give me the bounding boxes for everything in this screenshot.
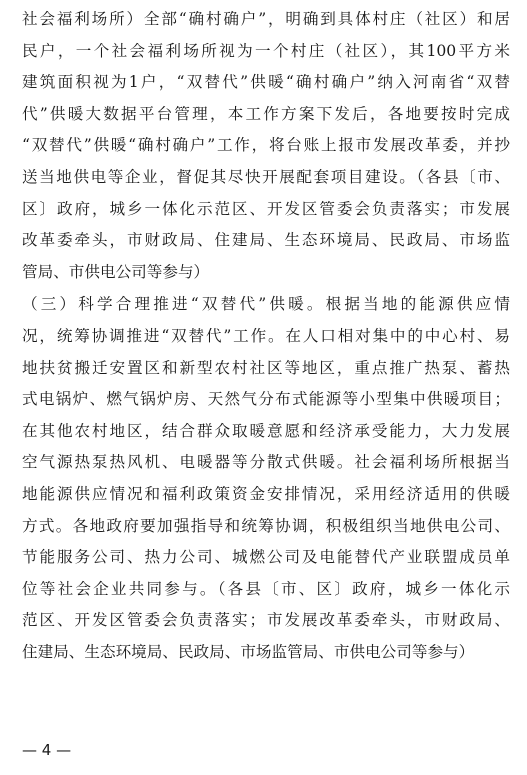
- text-line: “双替代”供暖“确村确户”工作，将台账上报市发展改革委，并抄: [22, 136, 510, 155]
- text-line: 建筑面积视为1户，“双替代”供暖“确村确户”纳入河南省“双替: [22, 73, 510, 92]
- text-line: 代”供暖大数据平台管理，本工作方案下发后，各地要按时完成: [22, 104, 510, 123]
- text-line: 送当地供电等企业，督促其尽快开展配套项目建设。（各县〔市、: [22, 167, 510, 186]
- text-line: 况，统筹协调推进“双替代”工作。在人口相对集中的中心村、易: [22, 326, 510, 345]
- text-line: 管局、市供电公司等参与）: [22, 262, 210, 281]
- text-line: 节能服务公司、热力公司、城燃公司及电能替代产业联盟成员单: [22, 548, 510, 567]
- text-line: 在其他农村地区，结合群众取暖意愿和经济承受能力，大力发展: [22, 421, 510, 440]
- text-line: 空气源热泵热风机、电暖器等分散式供暖。社会福利场所根据当: [22, 453, 510, 472]
- page-number: — 4 —: [22, 741, 72, 759]
- text-line: 地能源供应情况和福利政策资金安排情况，采用经济适用的供暖: [22, 484, 510, 503]
- text-line: 改革委牵头，市财政局、住建局、生态环境局、民政局、市场监: [22, 231, 510, 250]
- body-text: [22, 4, 510, 668]
- text-line: 民户，一个社会福利场所视为一个村庄（社区），其100平方米: [22, 41, 510, 60]
- text-line: 位等社会企业共同参与。（各县〔市、区〕政府，城乡一体化示: [22, 579, 510, 598]
- paragraph-1: [22, 4, 510, 288]
- text-line: 区〕政府，城乡一体化示范区、开发区管委会负责落实；市发展: [22, 199, 510, 218]
- text-line: 住建局、生态环境局、民政局、市场监管局、市供电公司等参与）: [22, 642, 475, 661]
- text-line: 式电锅炉、燃气锅炉房、天然气分布式能源等小型集中供暖项目；: [22, 390, 510, 409]
- text-line: 范区、开发区管委会负责落实；市发展改革委牵头，市财政局、: [22, 611, 510, 630]
- text-line: 方式。各地政府要加强指导和统筹协调，积极组织当地供电公司、: [22, 516, 510, 535]
- text-line: 社会福利场所）全部“确村确户”，明确到具体村庄（社区）和居: [22, 10, 510, 28]
- section-heading-line: （三）科学合理推进“双替代”供暖。根据当地的能源供应情: [22, 295, 510, 314]
- paragraph-2: [22, 289, 510, 668]
- text-line: 地扶贫搬迁安置区和新型农村社区等地区，重点推广热泵、蓄热: [22, 358, 510, 377]
